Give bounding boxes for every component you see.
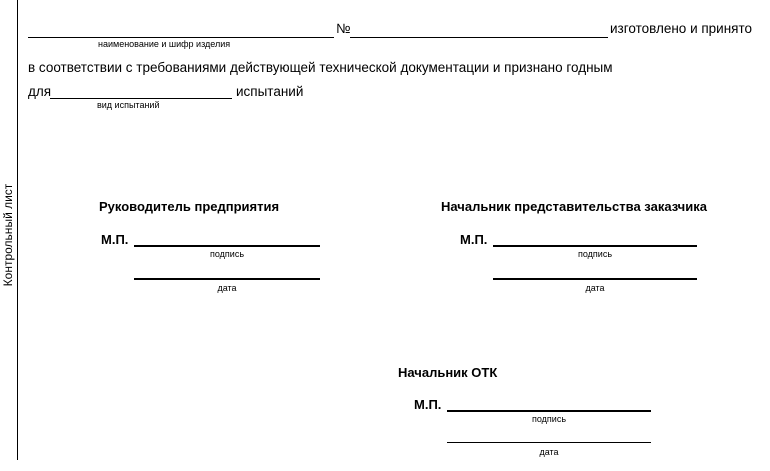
- test-type-caption: вид испытаний: [97, 100, 160, 110]
- product-name-caption: наименование и шифр изделия: [98, 39, 231, 49]
- signature-line-qc[interactable]: [447, 410, 651, 412]
- side-label: Контрольный лист: [1, 183, 15, 287]
- date-caption-customer-rep: дата: [585, 283, 605, 293]
- date-caption-director: дата: [217, 283, 237, 293]
- signature-caption-customer-rep: подпись: [577, 249, 613, 259]
- left-margin-rule: [17, 0, 18, 460]
- signature-caption-director: подпись: [209, 249, 245, 259]
- compliance-text: в соответствии с требованиями действующей технической документации и признано годным: [28, 60, 613, 75]
- signer-title-customer-rep: Начальник представительства заказчика: [441, 199, 707, 214]
- manufactured-accepted-text: изготовлено и принято: [610, 21, 753, 36]
- for-prefix-text: для: [28, 84, 52, 99]
- product-name-field[interactable]: [28, 37, 334, 38]
- date-line-director[interactable]: [134, 278, 320, 280]
- signature-caption-qc: подпись: [531, 414, 567, 424]
- stamp-label-director: М.П.: [101, 232, 129, 247]
- stamp-label-customer-rep: М.П.: [460, 232, 488, 247]
- tests-suffix-text: испытаний: [236, 84, 304, 99]
- signer-title-director: Руководитель предприятия: [99, 199, 280, 214]
- date-line-qc[interactable]: [447, 442, 651, 443]
- signature-line-customer-rep[interactable]: [493, 245, 697, 247]
- date-line-customer-rep[interactable]: [493, 278, 697, 280]
- test-type-field[interactable]: [50, 98, 232, 99]
- signature-line-director[interactable]: [134, 245, 320, 247]
- number-sign: №: [336, 21, 351, 36]
- stamp-label-qc: М.П.: [414, 397, 442, 412]
- signer-title-qc: Начальник ОТК: [398, 365, 498, 380]
- date-caption-qc: дата: [539, 447, 559, 457]
- product-number-field[interactable]: [350, 37, 608, 38]
